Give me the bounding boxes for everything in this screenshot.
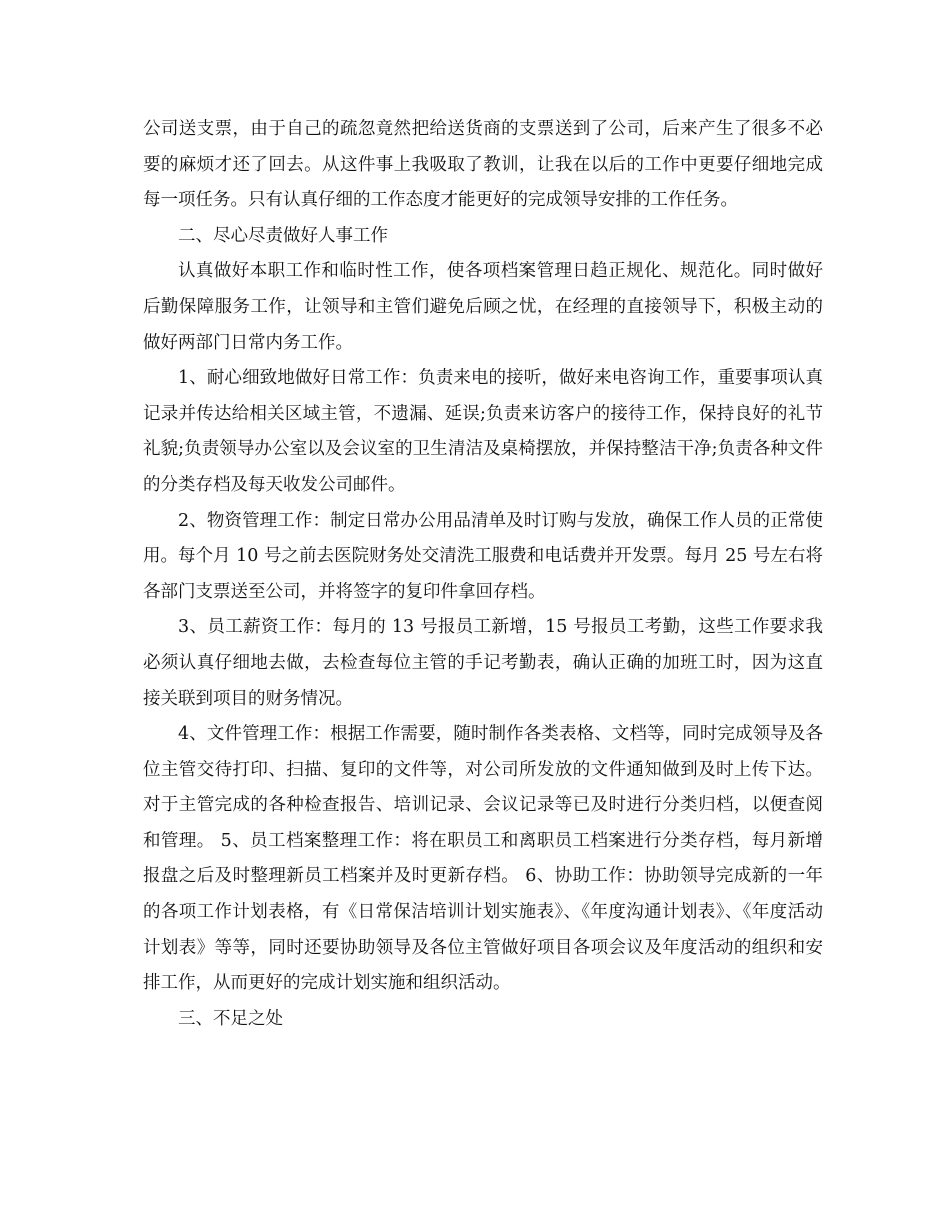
paragraph-6: 4、文件管理工作：根据工作需要，随时制作各类表格、文档等，同时完成领导及各位主管交待打印、扫描、复印的文件等，对公司所发放的文件通知做到及时上传下达。对于主管完成的各种检查报告、培训记录、会议记录等已及时进行分类归档，以便查阅和管理。 5、员工档案整理工作：将在职员工和离职员工档案进行分类存档，每月新增报盘之后及时整理新员工档案并及时更新存档。 6、协助工作：协助领导完成新的一年的各项工作计划表格，有《日常保洁培训计划实施表》、《年度沟通计划表》、《年度活动计划表》等等，同时还要协助领导及各位主管做好项目各项会议及年度活动的组织和安排工作，从而更好的完成计划实施和组织活动。 bbox=[143, 724, 823, 994]
paragraph-4: 2、物资管理工作：制定日常办公用品清单及时订购与发放，确保工作人员的正常使用。每个月 10 号之前去医院财务处交清洗工服费和电话费并开发票。每月 25 号左右将各部门支票送至公司，并将签字的复印件拿回存档。 bbox=[143, 510, 823, 602]
document-page bbox=[143, 112, 823, 1037]
section-heading-3: 三、不足之处 bbox=[178, 1008, 283, 1029]
paragraph-5: 3、员工薪资工作：每月的 13 号报员工新增，15 号报员工考勤，这些工作要求我必须认真仔细地去做，去检查每位主管的手记考勤表，确认正确的加班工时，因为这直接关联到项目的财务情况。 bbox=[143, 617, 823, 709]
section-heading-2: 二、尽心尽责做好人事工作 bbox=[178, 225, 388, 246]
paragraph-3: 1、耐心细致地做好日常工作：负责来电的接听，做好来电咨询工作，重要事项认真记录并传达给相关区域主管，不遗漏、延误;负责来访客户的接待工作，保持良好的礼节礼貌;负责领导办公室以及会议室的卫生清洁及桌椅摆放，并保持整洁干净;负责各种文件的分类存档及每天收发公司邮件。 bbox=[143, 368, 823, 495]
paragraph-1: 公司送支票，由于自己的疏忽竟然把给送货商的支票送到了公司，后来产生了很多不必要的麻烦才还了回去。从这件事上我吸取了教训，让我在以后的工作中更要仔细地完成每一项任务。只有认真仔细的工作态度才能更好的完成领导安排的工作任务。 bbox=[143, 119, 823, 211]
paragraph-2: 认真做好本职工作和临时性工作，使各项档案管理日趋正规化、规范化。同时做好后勤保障服务工作，让领导和主管们避免后顾之忧，在经理的直接领导下，积极主动的做好两部门日常内务工作。 bbox=[143, 261, 823, 353]
